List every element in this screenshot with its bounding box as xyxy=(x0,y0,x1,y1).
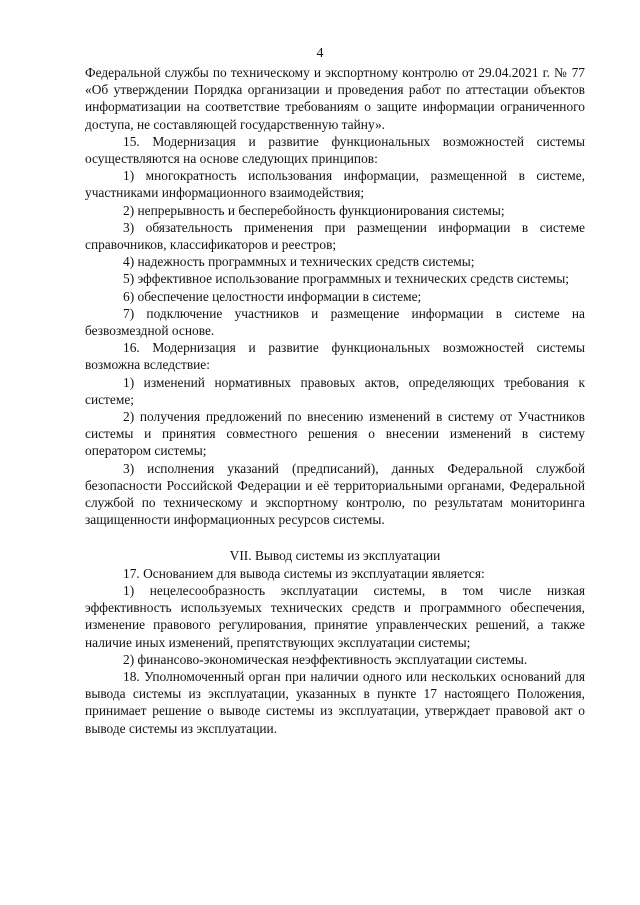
clause-16-item-1: 1) изменений нормативных правовых актов, определяющих требования к системе; xyxy=(85,374,585,407)
clause-15-item-3: 3) обязательность применения при размещении информации в системе справочников, классификаторов и реестров; xyxy=(85,219,585,253)
clause-15-item-4: 4) надежность программных и технических средств системы; xyxy=(123,254,475,270)
clause-17: 17. Основанием для вывода системы из эксплуатации является: xyxy=(123,565,485,581)
clause-15: 15. Модернизация и развитие функциональных возможностей системы осуществляются на основе следующих принципов: xyxy=(85,133,585,167)
clause-18: 18. Уполномоченный орган при наличии одного или нескольких оснований для вывода системы из эксплуатации, указанных в пункте 17 настоящего Положения, принимает решение о выводе системы из эксплуатации, утверждает правовой акт о выводе системы из эксплуатации. xyxy=(85,668,585,736)
clause-15-item-2: 2) непрерывность и бесперебойность функционирования системы; xyxy=(123,202,505,218)
clause-16-item-3: 3) исполнения указаний (предписаний), данных Федеральной службой безопасности Российской Федерации и её территориальными органами, Федеральной службой по техническому и экспортному контролю, по результатам мониторинга защищенности информационных ресурсов системы. xyxy=(85,460,585,528)
clause-15-item-6: 6) обеспечение целостности информации в системе; xyxy=(123,288,422,304)
clause-17-item-1: 1) нецелесообразность эксплуатации системы, в том числе низкая эффективность используемых технических средств и программного обеспечения, изменение правового регулирования, принятие управленческих решений, а также наличие иных изменений, препятствующих эксплуатации системы; xyxy=(85,582,585,650)
clause-15-item-1: 1) многократность использования информации, размещенной в системе, участниками информационного взаимодействия; xyxy=(85,168,585,201)
clause-16-item-2: 2) получения предложений по внесению изменений в систему от Участников системы и принятия совместного решения о внесении изменений в систему оператором системы; xyxy=(85,409,585,459)
clause-16: 16. Модернизация и развитие функциональных возможностей системы возможна вследствие: xyxy=(85,340,585,373)
paragraph-continuation: Федеральной службы по техническому и экспортному контролю от 29.04.2021 г. № 77 «Об утверждении Порядка организации и проведения работ по аттестации объектов информатизации на соответствие требованиям о защите информации ограниченного доступа, не составляющей государственную тайну». xyxy=(85,65,585,132)
document-body xyxy=(85,64,585,737)
page-number: 4 xyxy=(316,46,324,61)
clause-17-item-2: 2) финансово-экономическая неэффективность эксплуатации системы. xyxy=(123,651,528,667)
clause-15-item-7: 7) подключение участников и размещение информации в системе на безвозмездной основе. xyxy=(85,305,585,339)
section-heading: VII. Вывод системы из эксплуатации xyxy=(229,548,441,564)
clause-15-item-5: 5) эффективное использование программных и технических средств системы; xyxy=(123,271,569,287)
